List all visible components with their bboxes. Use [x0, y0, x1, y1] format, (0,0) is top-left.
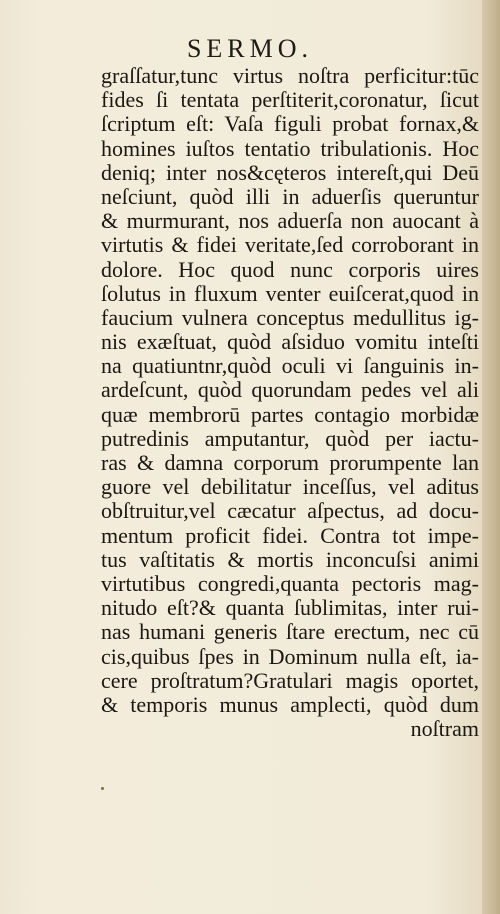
- text-line: & temporis munus amplecti, quòd dum: [101, 691, 479, 717]
- text-line: ſcriptum eſt: Vaſa figuli probat fornax,&: [101, 111, 479, 137]
- running-header: SERMO.: [186, 34, 314, 63]
- text-line: tus vaſtitatis & mortis inconcuſsi animi: [101, 546, 479, 572]
- body-text: [101, 64, 479, 741]
- ink-speck: [101, 787, 104, 790]
- text-line: nitudo eſt?& quanta ſublimitas, inter rui-: [101, 595, 479, 621]
- text-line: faucium vulnera conceptus medullitus ig-: [101, 304, 479, 330]
- text-line: neſciunt, quòd illi in aduerſis queruntur: [101, 183, 479, 209]
- text-line: nis exæſtuat, quòd aſsiduo vomitu inteſti: [101, 329, 479, 355]
- text-line: ſolutus in fluxum venter euiſcerat,quod in: [101, 280, 479, 306]
- text-line: dolore. Hoc quod nunc corporis uires: [101, 256, 479, 282]
- text-line: homines iuſtos tentatio tribulationis. Hoc: [101, 135, 479, 161]
- text-line: deniq; inter nos&cęteros intereſt,qui Deū: [101, 159, 479, 185]
- text-line: obſtruitur,vel cæcatur aſpectus, ad docu-: [101, 498, 479, 524]
- text-line: nas humani generis ſtare erectum, nec cū: [101, 619, 479, 645]
- text-line: virtutibus congredi,quanta pectoris mag-: [101, 570, 479, 596]
- text-line: putredinis amputantur, quòd per iactu-: [101, 425, 479, 451]
- text-line: mentum proficit fidei. Contra tot impe-: [101, 522, 479, 548]
- text-line: guore vel debilitatur inceſſus, vel aditus: [101, 474, 479, 500]
- text-line: quæ membrorū partes contagio morbidæ: [101, 401, 479, 427]
- text-line: fides ſi tentata perſtiterit,coronatur, ſicut: [101, 87, 479, 113]
- text-line: ardeſcunt, quòd quorundam pedes vel ali: [101, 377, 479, 403]
- text-line: na quatiuntnr,quòd oculi vi ſanguinis in-: [101, 353, 479, 379]
- text-line: virtutis & fidei veritate,ſed corroborant in: [101, 232, 479, 258]
- text-line: cis,quibus ſpes in Dominum nulla eſt, ia-: [101, 643, 479, 669]
- text-line: & murmurant, nos aduerſa non auocant à: [101, 208, 479, 234]
- text-line: graſſatur,tunc virtus noſtra perficitur:tūc: [101, 63, 479, 88]
- catchword: noſtram: [410, 716, 479, 742]
- facing-page-edge: [482, 0, 500, 914]
- text-line: ras & damna corporum prorumpente lan: [101, 450, 479, 475]
- text-line: cere proſtratum?Gratulari magis oportet,: [101, 667, 479, 693]
